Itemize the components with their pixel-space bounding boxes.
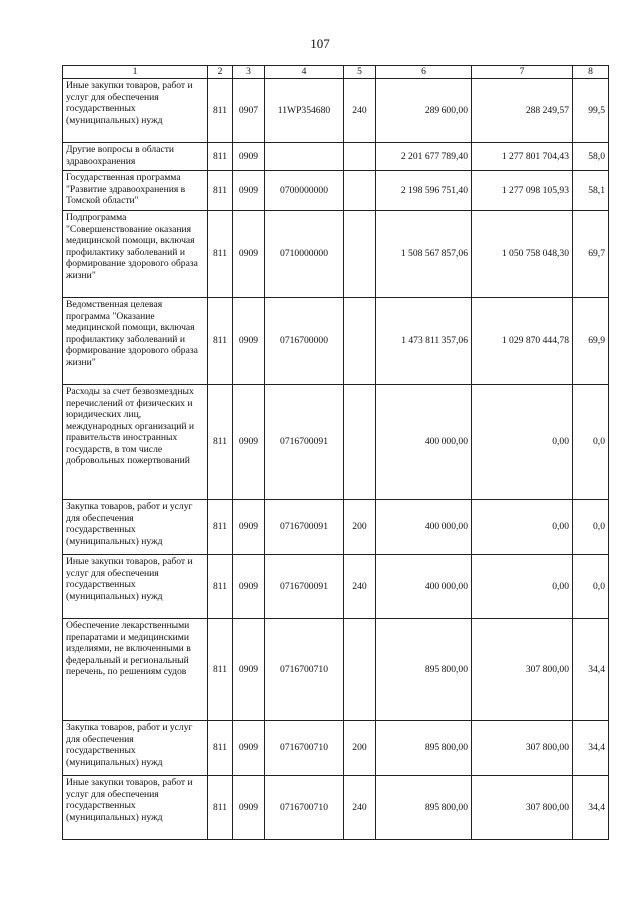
target-code: 0700000000 <box>265 171 344 211</box>
execution-percent: 58,1 <box>573 171 609 211</box>
executed-amount: 307 800,00 <box>472 619 573 721</box>
ministry-code: 811 <box>208 143 233 171</box>
target-code: 0716700091 <box>265 385 344 500</box>
column-number-row <box>63 66 609 79</box>
planned-amount: 2 201 677 789,40 <box>376 143 472 171</box>
item-name: Обеспечение лекарственными препаратами и медицинскими изделиями, не включенными в федеральный и региональный перечень, по решениям судов <box>63 619 208 721</box>
expense-type-code: 240 <box>344 776 376 840</box>
target-code <box>265 143 344 171</box>
execution-percent: 0,0 <box>573 555 609 619</box>
ministry-code: 811 <box>208 500 233 555</box>
column-header: 6 <box>376 66 472 79</box>
expense-type-code <box>344 619 376 721</box>
execution-percent: 99,5 <box>573 79 609 143</box>
table-row <box>63 776 609 840</box>
expense-type-code: 240 <box>344 555 376 619</box>
section-code: 0909 <box>233 211 265 298</box>
planned-amount: 2 198 596 751,40 <box>376 171 472 211</box>
section-code: 0909 <box>233 171 265 211</box>
table-row <box>63 211 609 298</box>
target-code: 0716700710 <box>265 776 344 840</box>
table-row <box>63 721 609 776</box>
ministry-code: 811 <box>208 776 233 840</box>
executed-amount: 1 050 758 048,30 <box>472 211 573 298</box>
ministry-code: 811 <box>208 721 233 776</box>
table-row <box>63 555 609 619</box>
table-row <box>63 143 609 171</box>
executed-amount: 0,00 <box>472 500 573 555</box>
column-header: 7 <box>472 66 573 79</box>
planned-amount: 289 600,00 <box>376 79 472 143</box>
item-name: Иные закупки товаров, работ и услуг для обеспечения государственных (муниципальных) нужд <box>63 555 208 619</box>
ministry-code: 811 <box>208 79 233 143</box>
ministry-code: 811 <box>208 385 233 500</box>
column-header: 5 <box>344 66 376 79</box>
section-code: 0909 <box>233 385 265 500</box>
executed-amount: 1 029 870 444,78 <box>472 298 573 385</box>
execution-percent: 34,4 <box>573 776 609 840</box>
table-row <box>63 298 609 385</box>
planned-amount: 1 473 811 357,06 <box>376 298 472 385</box>
target-code: 11WP354680 <box>265 79 344 143</box>
execution-percent: 34,4 <box>573 619 609 721</box>
column-header: 8 <box>573 66 609 79</box>
execution-percent: 0,0 <box>573 500 609 555</box>
executed-amount: 0,00 <box>472 555 573 619</box>
ministry-code: 811 <box>208 555 233 619</box>
planned-amount: 895 800,00 <box>376 776 472 840</box>
section-code: 0907 <box>233 79 265 143</box>
column-header: 1 <box>63 66 208 79</box>
page-number: 107 <box>310 36 330 51</box>
expense-type-code <box>344 171 376 211</box>
execution-percent: 58,0 <box>573 143 609 171</box>
ministry-code: 811 <box>208 619 233 721</box>
expense-type-code <box>344 211 376 298</box>
item-name: Государственная программа "Развитие здравоохранения в Томской области" <box>63 171 208 211</box>
section-code: 0909 <box>233 298 265 385</box>
expense-type-code <box>344 298 376 385</box>
planned-amount: 400 000,00 <box>376 555 472 619</box>
planned-amount: 1 508 567 857,06 <box>376 211 472 298</box>
ministry-code: 811 <box>208 171 233 211</box>
ministry-code: 811 <box>208 298 233 385</box>
budget-table <box>62 65 609 840</box>
target-code: 0716700000 <box>265 298 344 385</box>
section-code: 0909 <box>233 776 265 840</box>
item-name: Закупка товаров, работ и услуг для обеспечения государственных (муниципальных) нужд <box>63 721 208 776</box>
planned-amount: 400 000,00 <box>376 500 472 555</box>
table-row <box>63 171 609 211</box>
planned-amount: 400 000,00 <box>376 385 472 500</box>
execution-percent: 0,0 <box>573 385 609 500</box>
table-row <box>63 619 609 721</box>
executed-amount: 1 277 801 704,43 <box>472 143 573 171</box>
target-code: 0716700710 <box>265 721 344 776</box>
executed-amount: 1 277 098 105,93 <box>472 171 573 211</box>
section-code: 0909 <box>233 143 265 171</box>
item-name: Другие вопросы в области здравоохранения <box>63 143 208 171</box>
item-name: Закупка товаров, работ и услуг для обеспечения государственных (муниципальных) нужд <box>63 500 208 555</box>
item-name: Ведомственная целевая программа "Оказание медицинской помощи, включая профилактику заболеваний и формирование здорового образа жизни" <box>63 298 208 385</box>
expense-type-code <box>344 385 376 500</box>
section-code: 0909 <box>233 500 265 555</box>
target-code: 0716700091 <box>265 555 344 619</box>
item-name: Иные закупки товаров, работ и услуг для обеспечения государственных (муниципальных) нужд <box>63 79 208 143</box>
expense-type-code: 200 <box>344 500 376 555</box>
execution-percent: 69,9 <box>573 298 609 385</box>
expense-type-code: 200 <box>344 721 376 776</box>
target-code: 0710000000 <box>265 211 344 298</box>
item-name: Расходы за счет безвозмездных перечислений от физических и юридических лиц, международных организаций и правительств иностранных государств, в том числе добровольных пожертвований <box>63 385 208 500</box>
section-code: 0909 <box>233 555 265 619</box>
executed-amount: 288 249,57 <box>472 79 573 143</box>
column-header: 4 <box>265 66 344 79</box>
expense-type-code: 240 <box>344 79 376 143</box>
target-code: 0716700710 <box>265 619 344 721</box>
item-name: Подпрограмма "Совершенствование оказания медицинской помощи, включая профилактику заболеваний и формирование здорового образа жизни" <box>63 211 208 298</box>
target-code: 0716700091 <box>265 500 344 555</box>
planned-amount: 895 800,00 <box>376 619 472 721</box>
planned-amount: 895 800,00 <box>376 721 472 776</box>
execution-percent: 69,7 <box>573 211 609 298</box>
executed-amount: 307 800,00 <box>472 776 573 840</box>
executed-amount: 0,00 <box>472 385 573 500</box>
expense-type-code <box>344 143 376 171</box>
column-header: 3 <box>233 66 265 79</box>
table-row <box>63 79 609 143</box>
table-row <box>63 500 609 555</box>
ministry-code: 811 <box>208 211 233 298</box>
executed-amount: 307 800,00 <box>472 721 573 776</box>
table-row <box>63 385 609 500</box>
item-name: Иные закупки товаров, работ и услуг для обеспечения государственных (муниципальных) нужд <box>63 776 208 840</box>
execution-percent: 34,4 <box>573 721 609 776</box>
section-code: 0909 <box>233 721 265 776</box>
column-header: 2 <box>208 66 233 79</box>
section-code: 0909 <box>233 619 265 721</box>
